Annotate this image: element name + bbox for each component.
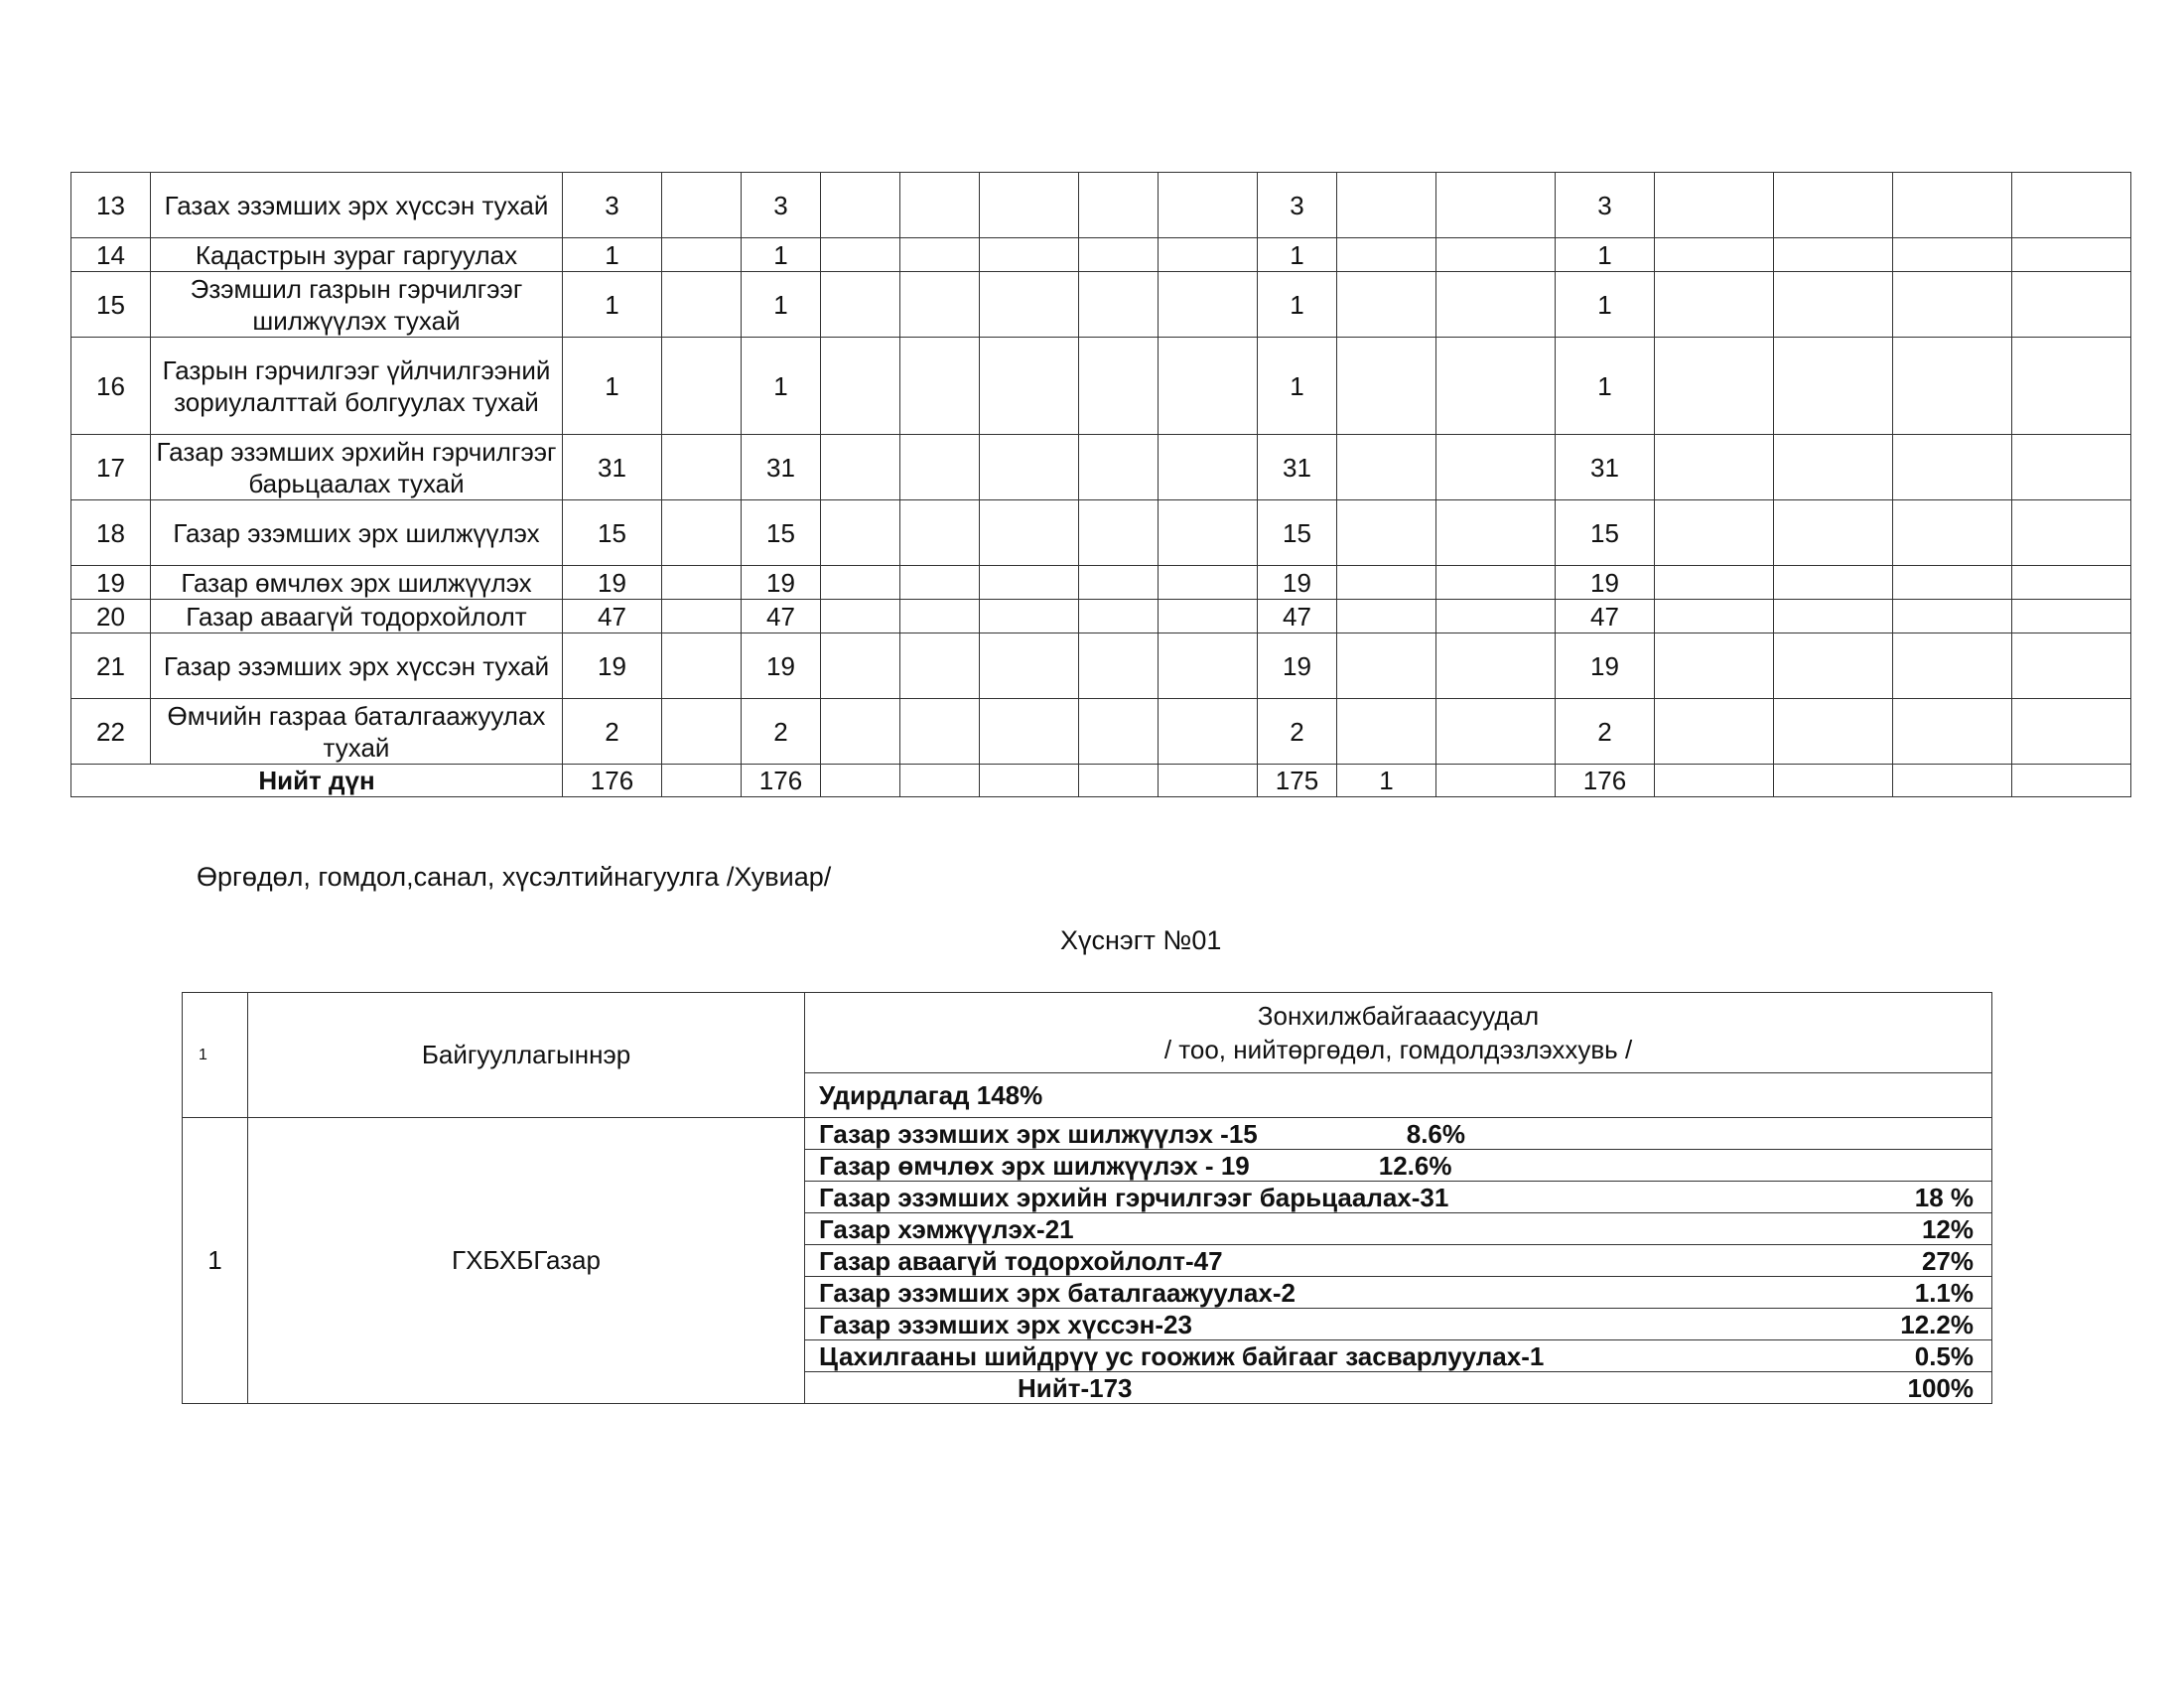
value-cell — [821, 600, 900, 633]
value-cell: 3 — [1258, 173, 1337, 238]
row-number: 13 — [71, 173, 151, 238]
value-cell: 31 — [1556, 435, 1655, 500]
table-row — [71, 272, 2131, 338]
value-cell: 19 — [563, 566, 662, 600]
value-cell — [1655, 566, 1774, 600]
value-cell — [662, 272, 742, 338]
summary-header-row — [183, 993, 1992, 1073]
total-value-cell — [900, 765, 980, 797]
row-number: 14 — [71, 238, 151, 272]
value-cell — [2012, 272, 2131, 338]
request-type: Газар өмчлөх эрх шилжүүлэх — [151, 566, 563, 600]
value-cell — [821, 699, 900, 765]
value-cell: 1 — [1258, 338, 1337, 435]
value-cell: 2 — [563, 699, 662, 765]
value-cell — [980, 633, 1079, 699]
value-cell — [1337, 600, 1436, 633]
value-cell — [1774, 500, 1893, 566]
issue-label: Газар хэмжүүлэх-21 — [819, 1213, 1074, 1244]
request-type: Газар эзэмших эрх шилжүүлэх — [151, 500, 563, 566]
value-cell — [1436, 699, 1556, 765]
value-cell — [1893, 238, 2012, 272]
value-cell — [900, 173, 980, 238]
value-cell — [1436, 633, 1556, 699]
request-type: Кадастрын зураг гаргуулах — [151, 238, 563, 272]
value-cell — [900, 500, 980, 566]
value-cell: 19 — [563, 633, 662, 699]
total-value-cell — [821, 765, 900, 797]
request-type: Газах эзэмших эрх хүссэн тухай — [151, 173, 563, 238]
value-cell: 31 — [1258, 435, 1337, 500]
value-cell — [1655, 500, 1774, 566]
value-cell — [821, 633, 900, 699]
issue-cell — [805, 1309, 1992, 1340]
value-cell: 19 — [1258, 633, 1337, 699]
header-index: 1 — [183, 993, 248, 1118]
value-cell — [1436, 272, 1556, 338]
value-cell — [2012, 435, 2131, 500]
value-cell — [2012, 173, 2131, 238]
value-cell — [1337, 435, 1436, 500]
value-cell — [1893, 500, 2012, 566]
value-cell — [1655, 633, 1774, 699]
summary-total-label: Нийт-173 — [1018, 1372, 1133, 1403]
issue-cell — [805, 1118, 1992, 1150]
value-cell — [662, 600, 742, 633]
value-cell — [900, 272, 980, 338]
value-cell: 1 — [563, 272, 662, 338]
value-cell: 1 — [1556, 272, 1655, 338]
value-cell — [980, 338, 1079, 435]
value-cell — [980, 435, 1079, 500]
total-row — [71, 765, 2131, 797]
value-cell — [1436, 435, 1556, 500]
row-number: 16 — [71, 338, 151, 435]
value-cell — [1436, 238, 1556, 272]
value-cell — [1159, 173, 1258, 238]
value-cell — [821, 566, 900, 600]
value-cell: 47 — [563, 600, 662, 633]
value-cell — [1774, 272, 1893, 338]
row-number: 22 — [71, 699, 151, 765]
value-cell: 3 — [1556, 173, 1655, 238]
value-cell — [1337, 633, 1436, 699]
value-cell: 31 — [742, 435, 821, 500]
request-type: Газрын гэрчилгээг үйлчилгээний зориулалттай болгуулах тухай — [151, 338, 563, 435]
table-row — [71, 338, 2131, 435]
value-cell — [1079, 338, 1159, 435]
value-cell — [980, 600, 1079, 633]
value-cell — [980, 566, 1079, 600]
value-cell — [1774, 600, 1893, 633]
summary-total-percent: 100% — [1907, 1372, 1974, 1403]
issue-label: Газар эзэмших эрх хүссэн-23 — [819, 1309, 1192, 1339]
issue-percent: 27% — [1921, 1245, 1974, 1276]
value-cell: 47 — [1258, 600, 1337, 633]
table-row — [71, 699, 2131, 765]
row-number: 18 — [71, 500, 151, 566]
value-cell: 1 — [1258, 272, 1337, 338]
value-cell — [1337, 500, 1436, 566]
total-value-cell: 176 — [1556, 765, 1655, 797]
value-cell: 15 — [563, 500, 662, 566]
header-issue-line2: / тоо, нийтөргөдөл, гомдолдэзлэххувь / — [1163, 1035, 1633, 1064]
value-cell — [821, 338, 900, 435]
value-cell — [1079, 566, 1159, 600]
value-cell — [2012, 600, 2131, 633]
value-cell: 19 — [1556, 566, 1655, 600]
value-cell — [1159, 500, 1258, 566]
total-value-cell: 1 — [1337, 765, 1436, 797]
issue-cell — [805, 1150, 1992, 1182]
value-cell: 15 — [1258, 500, 1337, 566]
table-row — [71, 238, 2131, 272]
total-value-cell — [980, 765, 1079, 797]
value-cell — [1893, 600, 2012, 633]
value-cell — [900, 566, 980, 600]
value-cell: 1 — [1556, 238, 1655, 272]
total-value-cell — [1079, 765, 1159, 797]
value-cell — [2012, 699, 2131, 765]
value-cell — [662, 238, 742, 272]
value-cell — [1079, 272, 1159, 338]
header-issue-line1: Зонхилжбайгаaасуудал — [1257, 1001, 1540, 1031]
value-cell: 3 — [563, 173, 662, 238]
table-row — [71, 566, 2131, 600]
value-cell: 1 — [742, 238, 821, 272]
section-caption: Өргөдөл, гомдол,санал, хүсэлтийнагуулга /Хувиар/ — [197, 862, 832, 892]
value-cell — [1893, 272, 2012, 338]
value-cell — [662, 566, 742, 600]
value-cell — [1079, 500, 1159, 566]
total-value-cell — [2012, 765, 2131, 797]
table-row — [71, 633, 2131, 699]
value-cell — [900, 699, 980, 765]
value-cell — [2012, 500, 2131, 566]
value-cell — [980, 238, 1079, 272]
value-cell: 15 — [742, 500, 821, 566]
request-type: Газар эзэмших эрх хүссэн тухай — [151, 633, 563, 699]
value-cell: 2 — [742, 699, 821, 765]
value-cell — [1079, 600, 1159, 633]
value-cell — [1655, 238, 1774, 272]
value-cell — [2012, 338, 2131, 435]
management-cell: Удирдлагад 148% — [805, 1073, 1992, 1118]
value-cell — [1159, 600, 1258, 633]
value-cell — [1436, 500, 1556, 566]
value-cell — [821, 435, 900, 500]
row-number: 20 — [71, 600, 151, 633]
value-cell: 19 — [1258, 566, 1337, 600]
value-cell — [662, 633, 742, 699]
table-number: Хүснэгт №01 — [1060, 925, 1222, 955]
value-cell — [1893, 566, 2012, 600]
value-cell — [980, 272, 1079, 338]
value-cell — [1079, 633, 1159, 699]
value-cell — [1337, 272, 1436, 338]
value-cell: 1 — [563, 238, 662, 272]
value-cell: 1 — [563, 338, 662, 435]
value-cell — [1774, 633, 1893, 699]
org-index: 1 — [183, 1118, 248, 1404]
value-cell — [1655, 435, 1774, 500]
value-cell — [1337, 173, 1436, 238]
value-cell — [1774, 338, 1893, 435]
total-value-cell — [1774, 765, 1893, 797]
value-cell — [1893, 173, 2012, 238]
issue-cell — [805, 1182, 1992, 1213]
issue-percent: 18 % — [1914, 1182, 1974, 1212]
value-cell: 15 — [1556, 500, 1655, 566]
total-value-cell — [1159, 765, 1258, 797]
value-cell — [980, 173, 1079, 238]
value-cell: 19 — [1556, 633, 1655, 699]
table-row — [71, 173, 2131, 238]
value-cell — [1337, 566, 1436, 600]
request-type: Эзэмшил газрын гэрчилгээг шилжүүлэх тухай — [151, 272, 563, 338]
total-value-cell: 176 — [563, 765, 662, 797]
value-cell — [662, 338, 742, 435]
value-cell — [1159, 633, 1258, 699]
value-cell — [1774, 699, 1893, 765]
value-cell — [900, 435, 980, 500]
issue-label: Газар эзэмших эрхийн гэрчилгээг барьцаалах-31 — [819, 1182, 1449, 1212]
value-cell: 1 — [1258, 238, 1337, 272]
value-cell — [900, 633, 980, 699]
value-cell — [2012, 566, 2131, 600]
value-cell — [1655, 338, 1774, 435]
header-org-name: Байгууллагыннэр — [248, 993, 805, 1118]
value-cell — [662, 435, 742, 500]
total-value-cell: 176 — [742, 765, 821, 797]
value-cell — [900, 238, 980, 272]
issue-cell — [805, 1340, 1992, 1372]
value-cell — [1079, 699, 1159, 765]
value-cell — [1436, 338, 1556, 435]
value-cell — [1079, 173, 1159, 238]
table-row — [71, 500, 2131, 566]
value-cell — [2012, 633, 2131, 699]
value-cell: 3 — [742, 173, 821, 238]
issue-row — [183, 1118, 1992, 1150]
request-type: Газар аваагүй тодорхойлолт — [151, 600, 563, 633]
value-cell: 2 — [1258, 699, 1337, 765]
value-cell — [1655, 173, 1774, 238]
value-cell — [1774, 566, 1893, 600]
header-issue — [805, 993, 1992, 1073]
issue-percent: 8.6% — [1406, 1118, 1466, 1149]
value-cell — [1655, 699, 1774, 765]
issue-label: Газар эзэмших эрх шилжүүлэх -15 — [819, 1118, 1258, 1149]
row-number: 15 — [71, 272, 151, 338]
value-cell — [1159, 699, 1258, 765]
value-cell — [1159, 566, 1258, 600]
value-cell — [1337, 338, 1436, 435]
issue-label: Цахилгааны шийдрүү ус гоожиж байгааг засварлуулах-1 — [819, 1340, 1545, 1371]
issue-percent: 12.2% — [1900, 1309, 1974, 1339]
issue-cell — [805, 1277, 1992, 1309]
value-cell: 31 — [563, 435, 662, 500]
value-cell — [821, 272, 900, 338]
total-value-cell — [662, 765, 742, 797]
value-cell — [980, 699, 1079, 765]
issue-label: Газар өмчлөх эрх шилжүүлэх - 19 — [819, 1150, 1250, 1181]
value-cell — [900, 338, 980, 435]
value-cell — [1436, 600, 1556, 633]
table-row — [71, 600, 2131, 633]
issue-percent: 0.5% — [1914, 1340, 1974, 1371]
row-number: 21 — [71, 633, 151, 699]
value-cell — [1159, 435, 1258, 500]
request-type: Газар эзэмших эрхийн гэрчилгээг барьцаалах тухай — [151, 435, 563, 500]
value-cell: 1 — [742, 272, 821, 338]
value-cell — [1337, 238, 1436, 272]
value-cell: 47 — [1556, 600, 1655, 633]
value-cell — [662, 173, 742, 238]
value-cell — [1893, 338, 2012, 435]
value-cell — [1079, 435, 1159, 500]
total-label: Нийт дүн — [71, 765, 563, 797]
value-cell — [821, 500, 900, 566]
value-cell — [821, 173, 900, 238]
value-cell — [1079, 238, 1159, 272]
total-value-cell — [1893, 765, 2012, 797]
table-row — [71, 435, 2131, 500]
value-cell — [1159, 272, 1258, 338]
value-cell: 2 — [1556, 699, 1655, 765]
row-number: 19 — [71, 566, 151, 600]
requests-table — [70, 172, 2131, 797]
value-cell — [1774, 435, 1893, 500]
value-cell — [1774, 238, 1893, 272]
value-cell — [1436, 173, 1556, 238]
value-cell — [1893, 699, 2012, 765]
value-cell — [900, 600, 980, 633]
issue-percent: 1.1% — [1914, 1277, 1974, 1308]
value-cell — [1159, 338, 1258, 435]
value-cell — [1774, 173, 1893, 238]
value-cell — [1893, 633, 2012, 699]
total-value-cell — [1655, 765, 1774, 797]
value-cell — [662, 699, 742, 765]
value-cell — [1337, 699, 1436, 765]
value-cell: 19 — [742, 566, 821, 600]
value-cell: 19 — [742, 633, 821, 699]
value-cell — [662, 500, 742, 566]
value-cell — [1655, 600, 1774, 633]
row-number: 17 — [71, 435, 151, 500]
value-cell — [1436, 566, 1556, 600]
issue-label: Газар аваагүй тодорхойлолт-47 — [819, 1245, 1223, 1276]
value-cell — [821, 238, 900, 272]
issue-percent: 12.6% — [1378, 1150, 1452, 1181]
value-cell: 1 — [1556, 338, 1655, 435]
value-cell — [1655, 272, 1774, 338]
value-cell: 47 — [742, 600, 821, 633]
value-cell — [2012, 238, 2131, 272]
issue-cell — [805, 1213, 1992, 1245]
org-name: ГХБХБГазар — [248, 1118, 805, 1404]
value-cell — [980, 500, 1079, 566]
summary-table — [182, 992, 1992, 1404]
total-value-cell: 175 — [1258, 765, 1337, 797]
value-cell — [1893, 435, 2012, 500]
issue-percent: 12% — [1921, 1213, 1974, 1244]
request-type: Өмчийн газраа баталгаажуулах тухай — [151, 699, 563, 765]
total-value-cell — [1436, 765, 1556, 797]
value-cell — [1159, 238, 1258, 272]
issue-label: Газар эзэмших эрх баталгаажуулах-2 — [819, 1277, 1296, 1308]
summary-total-cell — [805, 1372, 1992, 1404]
value-cell: 1 — [742, 338, 821, 435]
issue-cell — [805, 1245, 1992, 1277]
